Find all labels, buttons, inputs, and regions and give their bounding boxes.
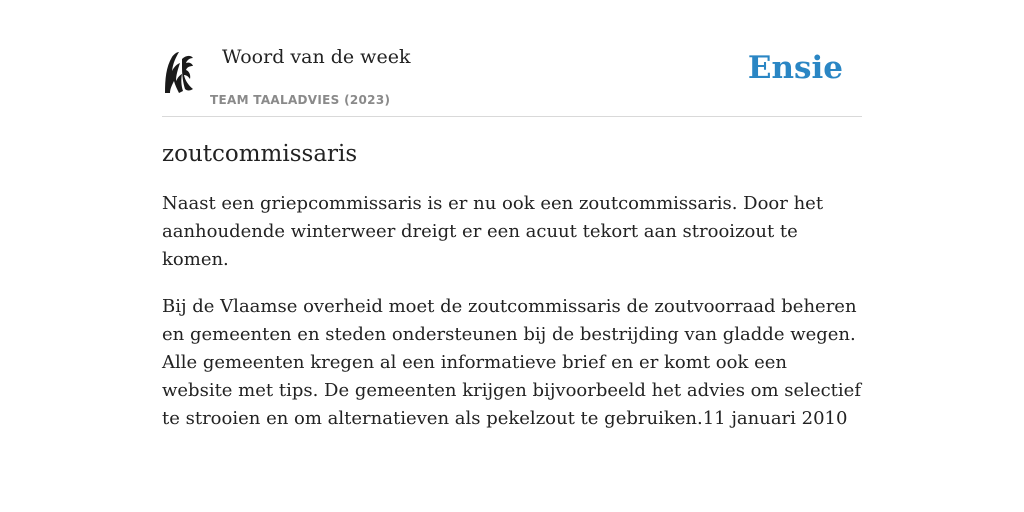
article-paragraph: Naast een griepcommissaris is er nu ook een zoutcommissaris. Door het aanhoudende winterweer dreigt er een acuut tekort aan strooizout te komen.	[162, 193, 824, 270]
article-paragraph	[162, 293, 862, 433]
article-heading: zoutcommissaris	[162, 141, 358, 167]
header-author: TEAM TAALADVIES (2023)	[210, 93, 391, 107]
article	[162, 137, 862, 452]
article-date: 11 januari 2010	[702, 408, 848, 429]
article-paragraph-text: Bij de Vlaamse overheid moet de zoutcommissaris de zoutvoorraad beheren en gemeenten en steden ondersteunen bij de bestrijding van gladde wegen. Alle gemeenten kregen al een informatieve brief en er komt ook een website met tips. De gemeenten krijgen bijvoorbeeld het advies om selectief te strooien en om alternatieven als pekelzout te gebruiken.	[162, 296, 861, 429]
header-title[interactable]: Woord van de week	[222, 46, 411, 68]
brand-logo[interactable]: Ensie	[747, 50, 843, 86]
header	[162, 40, 862, 117]
vlaanderen-lion-logo-icon[interactable]	[162, 49, 198, 95]
